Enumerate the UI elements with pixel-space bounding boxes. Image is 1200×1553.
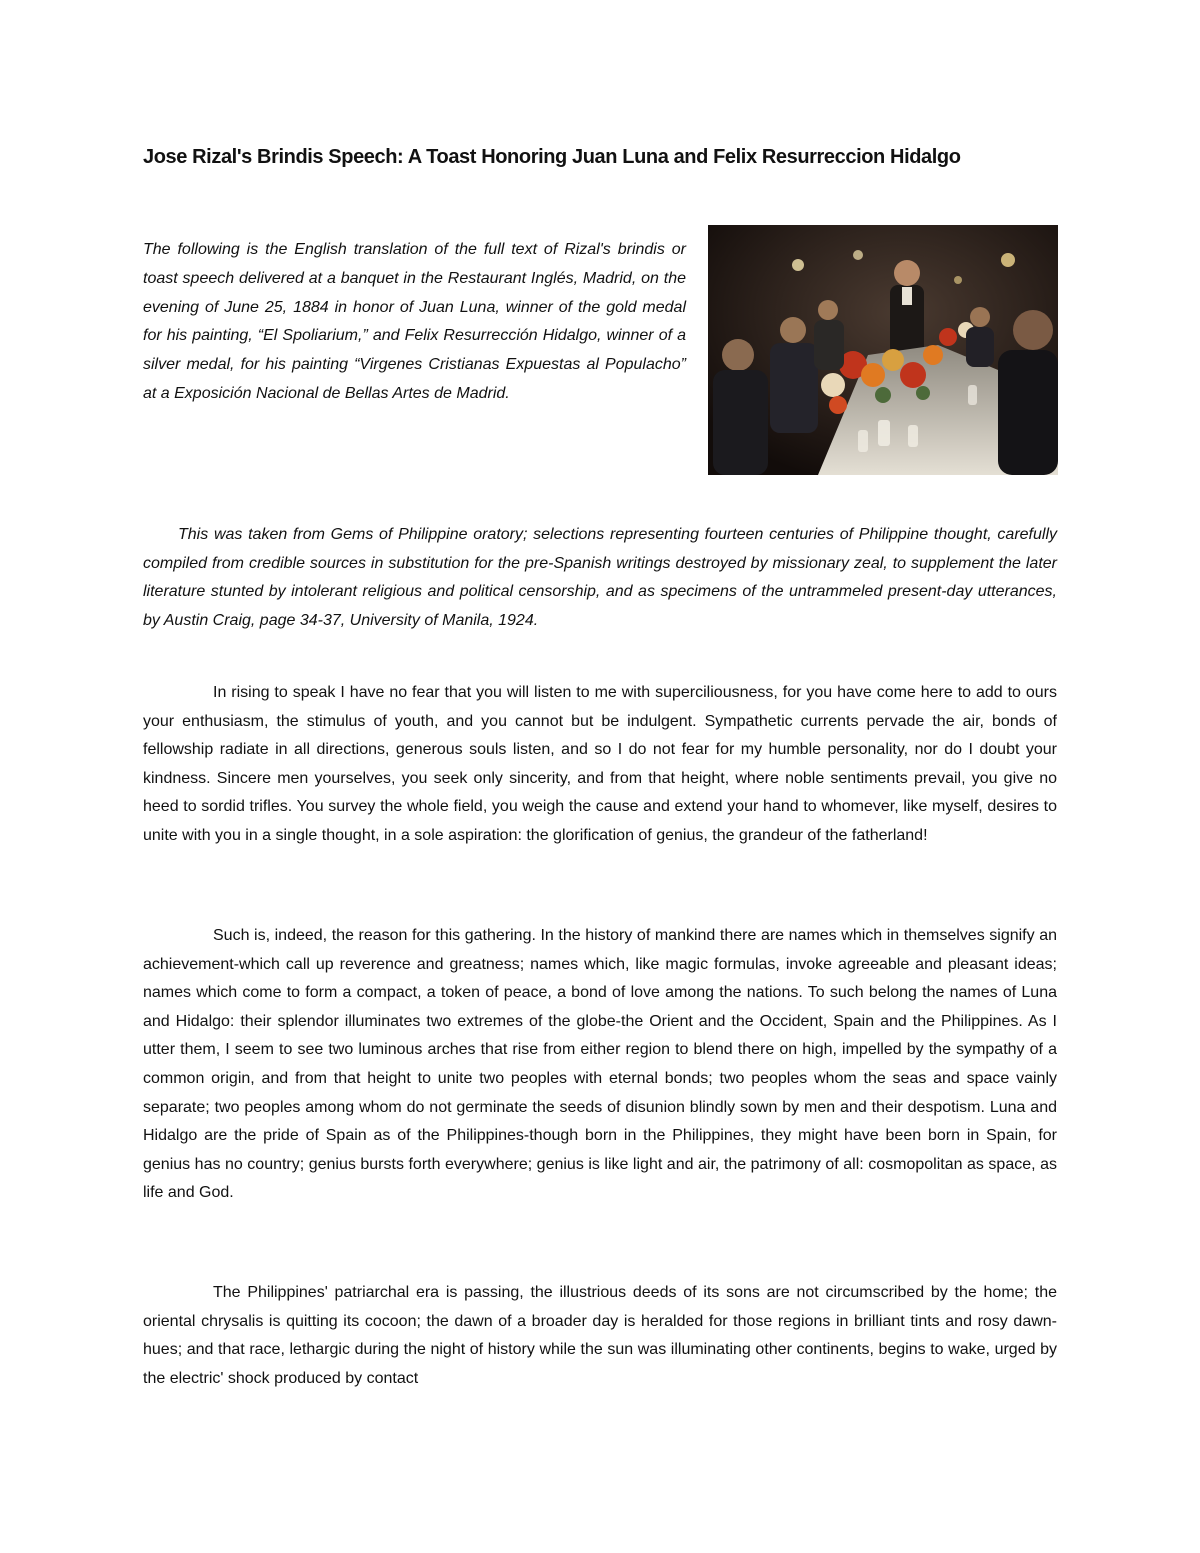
source-note: This was taken from Gems of Philippine oratory; selections representing fourteen centuries of Philippine thought, carefully compiled from credible sources in substitution for the pre-Spanish writings destroyed by missionary zeal, to supplement the later literature stunted by intolerant religious and political censorship, and as specimens of the untrammeled present-day utterances, by Austin Craig, page 34-37, University of Manila, 1924. [143, 526, 1057, 629]
speech-paragraph-2: Such is, indeed, the reason for this gathering. In the history of mankind there are names which in themselves signify an achievement-which call up reverence and greatness; names which, like magic formulas, invoke agreeable and pleasant ideas; names which come to form a compact, a token of peace, a bond of love among the nations. To such belong the names of Luna and Hidalgo: their splendor illuminates two extremes of the globe-the Orient and the Occident, Spain and the Philippines. As I utter them, I seem to see two luminous arches that rise from either region to blend there on high, impelled by the sympathy of a common origin, and from that height to unite two peoples with eternal bonds; two peoples whom the seas and space vainly separate; two peoples among whom do not germinate the seeds of disunion blindly sown by men and their despotism. Luna and Hidalgo are the pride of Spain as of the Philippines-though born in the Philippines, they might have been born in Spain, for genius has no country; genius bursts forth everywhere; genius is like light and air, the patrimony of all: cosmopolitan as space, as life and God. [143, 927, 1057, 1202]
speech-paragraph-1: In rising to speak I have no fear that you will listen to me with superciliousness, for you have come here to add to ours your enthusiasm, the stimulus of youth, and you cannot but be indulgent. Sympathetic currents pervade the air, bonds of fellowship radiate in all directions, generous souls listen, and so I do not fear for my humble personality, nor do I doubt your kindness. Sincere men yourselves, you seek only sincerity, and from that height, where noble sentiments prevail, you give no heed to sordid trifles. You survey the whole field, you weigh the cause and extend your hand to whomever, like myself, desires to unite with you in a single thought, in a sole aspiration: the glorification of genius, the grandeur of the fatherland! [143, 684, 1057, 844]
speech-paragraph-3: The Philippines' patriarchal era is passing, the illustrious deeds of its sons are not circumscribed by the home; the oriental chrysalis is quitting its cocoon; the dawn of a broader day is heralded for those regions in brilliant tints and rosy dawn-hues; and that race, lethargic during the night of history while the sun was illuminating other continents, begins to wake, urged by the electric' shock produced by contact [143, 1284, 1057, 1387]
banquet-photo [708, 225, 1058, 475]
page-title: Jose Rizal's Brindis Speech: A Toast Honoring Juan Luna and Felix Resurreccion Hidalgo [143, 146, 961, 168]
intro-paragraph: The following is the English translation of the full text of Rizal's brindis or toast speech delivered at a banquet in the Restaurant Inglés, Madrid, on the evening of June 25, 1884 in honor of Juan Luna, winner of the gold medal for his painting, “El Spoliarium,” and Felix Resurrección Hidalgo, winner of a silver medal, for his painting “Virgenes Cristianas Expuestas al Populacho” at a Exposición Nacional de Bellas Artes de Madrid. [143, 241, 686, 402]
banquet-scene-image [708, 225, 1058, 475]
